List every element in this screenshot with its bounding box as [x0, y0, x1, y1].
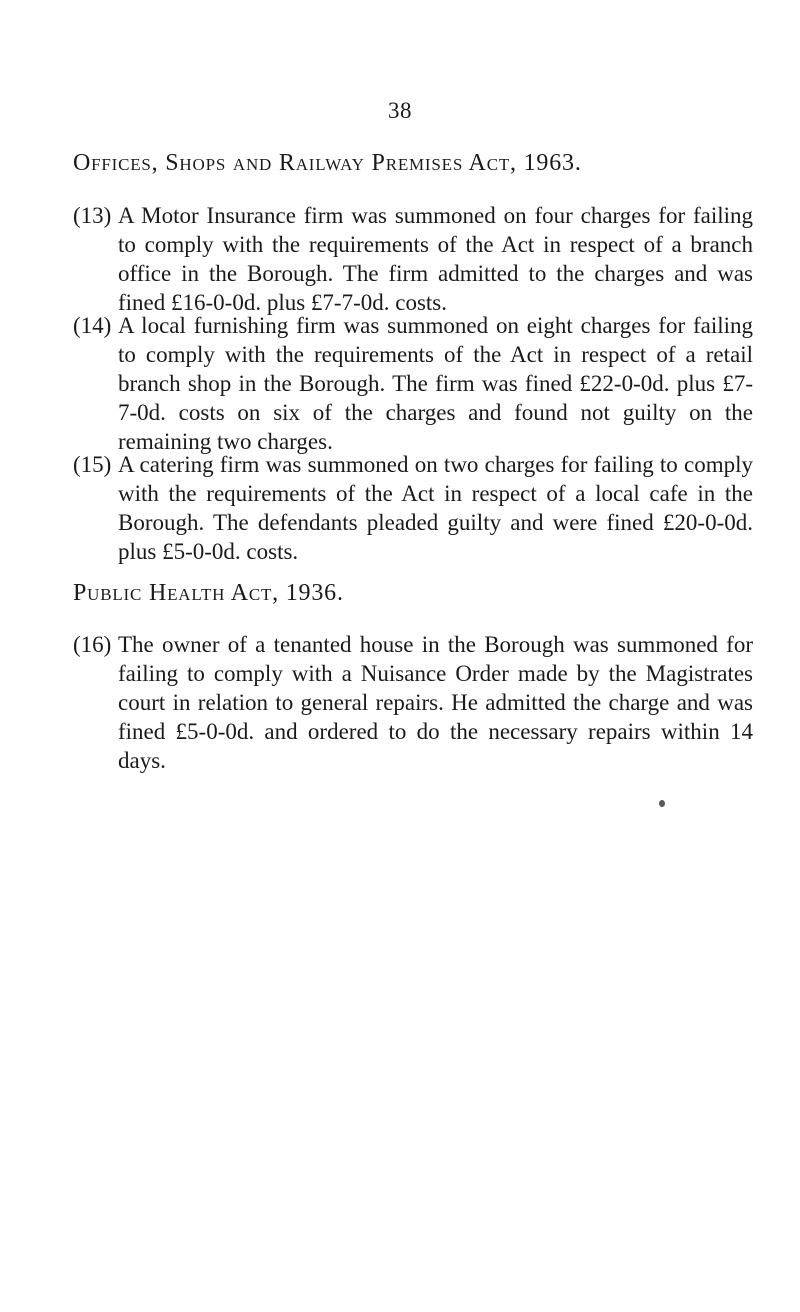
ink-speck: [659, 800, 665, 807]
section-heading-public-health-act: Public Health Act, 1936.: [73, 580, 344, 606]
entry-16: [73, 630, 753, 775]
entry-14: [73, 311, 753, 456]
entry-text: A Motor Insurance firm was summoned on four charges for failing to comply with the requirements of the Act in respect of a branch office in the Borough. The firm admitted to the charges and was fined £16-0-0d. plus £7-7-0d. costs.: [118, 203, 753, 315]
page-number: 38: [388, 98, 412, 123]
entry-number: (16): [73, 632, 112, 657]
entry-text: The owner of a tenanted house in the Borough was summoned for failing to comply with a Nuisance Order made by the Magistrates court in relation to general repairs. He admitted the charge and was fined £5-0-0d. and ordered to do the necessary repairs within 14 days.: [118, 632, 753, 773]
entry-number: (13): [73, 203, 112, 228]
entry-text: A local furnishing firm was summoned on eight charges for failing to comply with the requirements of the Act in respect of a retail branch shop in the Borough. The firm was fined £22-0-0d. plus £7-7-0d. costs on six of the charges and found not guilty on the remaining two charges.: [118, 313, 753, 454]
entry-number: (14): [73, 313, 112, 338]
entry-15: [73, 450, 753, 566]
entry-number: (15): [73, 452, 112, 477]
entry-text: A catering firm was summoned on two charges for failing to comply with the requirements of the Act in respect of a local cafe in the Borough. The defendants pleaded guilty and were fined £20-0-0d. plus £5-0-0d. costs.: [118, 452, 753, 564]
entry-13: [73, 201, 753, 317]
section-heading-offices-shops-railway: Offices, Shops and Railway Premises Act, 1963.: [73, 150, 582, 176]
